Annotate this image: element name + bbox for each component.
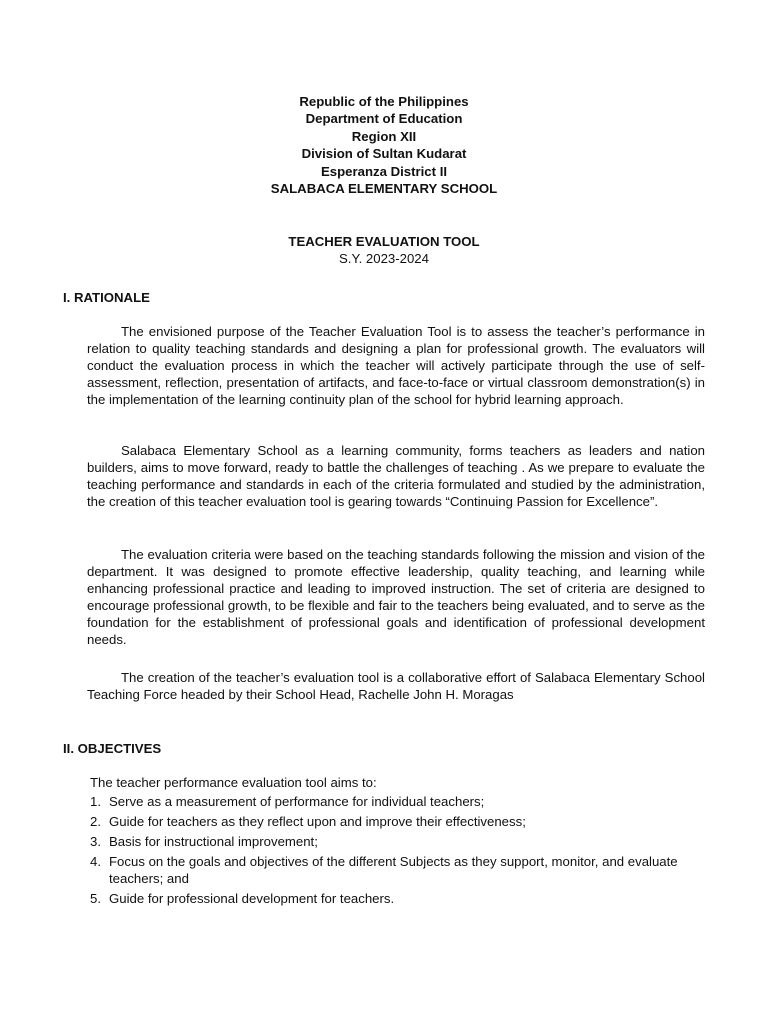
objectives-intro: The teacher performance evaluation tool aims to:	[90, 775, 377, 790]
rationale-heading: I. RATIONALE	[63, 290, 150, 305]
rationale-paragraph-1: The envisioned purpose of the Teacher Evaluation Tool is to assess the teacher’s performance in relation to quality teaching standards and designing a plan for professional growth. The evaluators will conduct the evaluation process in which the teacher will actively participate through the use of self-assessment, reflection, presentation of artifacts, and face-to-face or virtual classroom demonstration(s) in the implementation of the learning continuity plan of the school for hybrid learning approach.	[87, 324, 705, 407]
list-item-number: 3.	[90, 833, 101, 849]
list-item-text: Guide for professional development for teachers.	[109, 890, 395, 906]
list-item-number: 5.	[90, 890, 101, 906]
header-line-country: Republic of the Philippines	[299, 94, 469, 109]
rationale-paragraph-2: Salabaca Elementary School as a learning community, forms teachers as leaders and nation builders, aims to move forward, ready to battle the challenges of teaching . As we prepare to evaluate the teaching performance and standards in each of the criteria formulated and studied by the administration, the creation of this teacher evaluation tool is gearing towards “Continuing Passion for Excellence”.	[87, 443, 705, 509]
list-item	[90, 814, 708, 831]
header-line-district: Esperanza District II	[320, 163, 448, 179]
rationale-paragraph-3: The evaluation criteria were based on the teaching standards following the mission and vision of the department. It was designed to promote effective leadership, quality teaching, and learning while enhancing professional practice and leading to improved instruction. The set of criteria are designed to encourage professional growth, to be flexible and fair to the teachers being evaluated, and to serve as the foundation for the establishment of professional goals and identification of professional development needs.	[87, 547, 705, 647]
list-item-text: Basis for instructional improvement;	[109, 833, 318, 849]
list-item	[90, 891, 708, 908]
school-year: S.Y. 2023-2024	[339, 251, 429, 267]
document-title: TEACHER EVALUATION TOOL	[288, 234, 480, 249]
header-line-department: Department of Education	[305, 111, 463, 127]
list-item-number: 4.	[90, 853, 101, 869]
list-item	[90, 794, 708, 811]
list-item-text: Serve as a measurement of performance for individual teachers;	[109, 794, 485, 809]
list-item-number: 2.	[90, 813, 101, 829]
header-line-division: Division of Sultan Kudarat	[301, 146, 467, 162]
header-line-school: SALABACA ELEMENTARY SCHOOL	[270, 181, 498, 197]
list-item-text: Focus on the goals and objectives of the different Subjects as they support, monitor, and evaluate teachers; and	[109, 853, 678, 886]
objectives-heading: II. OBJECTIVES	[63, 741, 162, 756]
header-line-region: Region XII	[351, 128, 417, 144]
list-item-text: Guide for teachers as they reflect upon and improve their effectiveness;	[109, 813, 526, 829]
document-title-block	[0, 233, 768, 268]
list-item-number: 1.	[90, 794, 101, 809]
list-item	[90, 834, 708, 851]
objectives-list	[90, 794, 708, 910]
rationale-paragraph-4: The creation of the teacher’s evaluation tool is a collaborative effort of Salabaca Elementary School Teaching Force headed by their School Head, Rachelle John H. Moragas	[87, 670, 705, 702]
document-header	[0, 93, 768, 197]
list-item	[90, 854, 708, 888]
